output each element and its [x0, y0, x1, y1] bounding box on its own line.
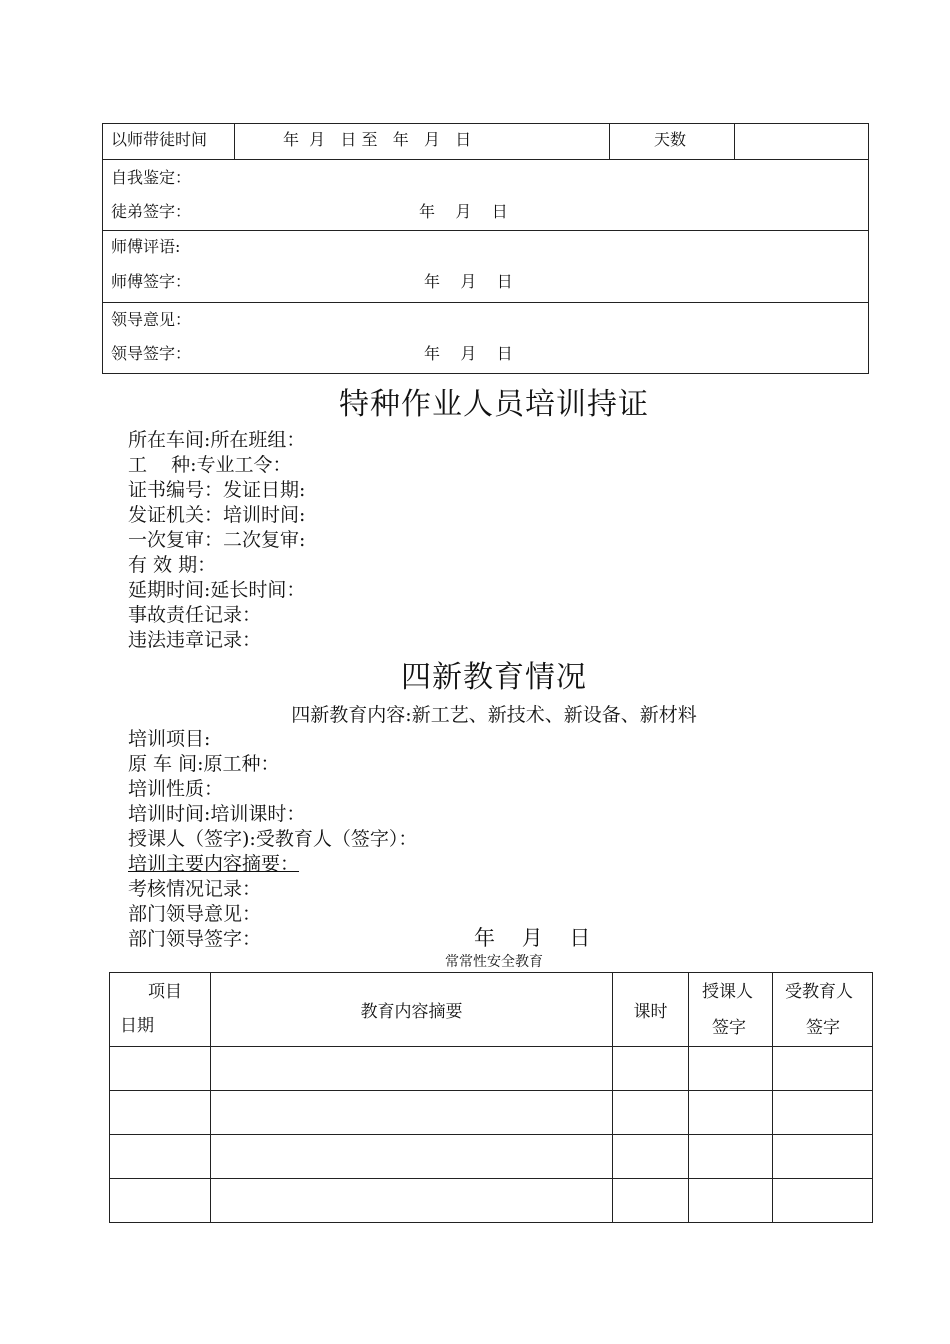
four-new-line-project: 培训项目:	[128, 728, 211, 750]
days-value-cell[interactable]	[735, 124, 869, 160]
header-trainee-sign	[773, 973, 873, 1047]
table-cell[interactable]	[211, 1179, 613, 1223]
apprentice-table	[102, 123, 869, 374]
days-label-cell	[610, 124, 735, 160]
special-line-review: 一次复审：二次复审:	[128, 529, 306, 551]
table-cell[interactable]	[689, 1179, 773, 1223]
safety-education-table	[109, 972, 873, 1223]
table-cell[interactable]	[689, 1091, 773, 1135]
header-trainee-label: 受教育人	[785, 982, 853, 1002]
four-new-line-summary: 培训主要内容摘要：	[128, 853, 300, 875]
table-row	[110, 1091, 873, 1135]
special-line-issuer: 发证机关：培训时间:	[128, 504, 306, 526]
table-cell[interactable]	[613, 1179, 689, 1223]
four-new-line-origin: 原 车 间:原工种：	[128, 753, 280, 775]
master-sign-date: 年 月 日	[424, 272, 513, 291]
table-cell[interactable]	[211, 1047, 613, 1091]
special-line-violation: 违法违章记录：	[128, 629, 262, 651]
master-comment-cell[interactable]	[103, 231, 869, 303]
header-instructor-sign-label: 签字	[712, 1018, 746, 1038]
table-cell[interactable]	[689, 1047, 773, 1091]
table-cell[interactable]	[613, 1135, 689, 1179]
table-cell[interactable]	[110, 1047, 211, 1091]
master-comment-label: 师傅评语:	[111, 237, 181, 256]
special-line-extension: 延期时间:延长时间：	[128, 579, 306, 601]
table-cell[interactable]	[689, 1135, 773, 1179]
table-row	[110, 1135, 873, 1179]
leader-opinion-cell[interactable]	[103, 303, 869, 374]
table-cell[interactable]	[211, 1135, 613, 1179]
leader-opinion-label: 领导意见：	[111, 310, 192, 329]
four-new-date: 年 月 日	[474, 926, 591, 950]
four-new-title: 四新教育情况	[401, 660, 587, 695]
four-new-line-dept-sign: 部门领导签字：	[128, 928, 262, 950]
special-ops-title: 特种作业人员培训持证	[339, 387, 649, 422]
leader-sign-label: 领导签字：	[111, 344, 192, 363]
four-new-line-nature: 培训性质：	[128, 778, 224, 800]
days-label: 天数	[654, 130, 687, 149]
apprentice-period-label: 以师带徒时间	[111, 130, 208, 149]
four-new-line-dept-opinion: 部门领导意见：	[128, 903, 262, 925]
self-assessment-label: 自我鉴定：	[111, 168, 192, 187]
table-cell[interactable]	[110, 1135, 211, 1179]
table-cell[interactable]	[773, 1047, 873, 1091]
header-item-label: 项目	[148, 982, 182, 1002]
apprentice-period-value: 年 月 日 至 年 月 日	[283, 130, 472, 149]
special-line-accident: 事故责任记录：	[128, 604, 262, 626]
table-cell[interactable]	[613, 1047, 689, 1091]
apprentice-period-label-cell	[103, 124, 235, 160]
table-cell[interactable]	[110, 1179, 211, 1223]
header-content-summary: 教育内容摘要	[211, 973, 613, 1047]
header-date-label: 日期	[120, 1016, 154, 1036]
four-new-subtitle: 四新教育内容:新工艺、新技术、新设备、新材料	[291, 704, 697, 726]
table-cell[interactable]	[110, 1091, 211, 1135]
safety-caption: 常常性安全教育	[445, 954, 543, 970]
master-sign-label: 师傅签字：	[111, 272, 192, 291]
special-line-trade: 工 种:专业工令：	[128, 454, 292, 476]
four-new-line-assessment: 考核情况记录：	[128, 878, 262, 900]
table-cell[interactable]	[773, 1135, 873, 1179]
header-item-date	[110, 973, 211, 1047]
apprentice-period-cell[interactable]	[235, 124, 610, 160]
leader-sign-date: 年 月 日	[424, 344, 513, 363]
self-assessment-cell[interactable]	[103, 160, 869, 231]
four-new-line-signatures: 授课人（签字):受教育人（签字）：	[128, 828, 418, 850]
table-header-row	[110, 973, 873, 1047]
header-trainee-sign-label: 签字	[806, 1018, 840, 1038]
header-instructor-label: 授课人	[702, 982, 753, 1002]
table-cell[interactable]	[773, 1091, 873, 1135]
apprentice-sign-label: 徒弟签字：	[111, 202, 192, 221]
header-hours: 课时	[613, 973, 689, 1047]
special-line-cert-no: 证书编号：发证日期:	[128, 479, 306, 501]
table-row	[110, 1047, 873, 1091]
special-line-workshop: 所在车间:所在班组：	[128, 429, 306, 451]
apprentice-sign-date: 年 月 日	[419, 202, 508, 221]
special-line-validity: 有 效 期：	[128, 554, 217, 576]
four-new-line-hours: 培训时间:培训课时：	[128, 803, 306, 825]
table-row	[110, 1179, 873, 1223]
table-cell[interactable]	[773, 1179, 873, 1223]
table-cell[interactable]	[613, 1091, 689, 1135]
header-instructor-sign	[689, 973, 773, 1047]
table-cell[interactable]	[211, 1091, 613, 1135]
